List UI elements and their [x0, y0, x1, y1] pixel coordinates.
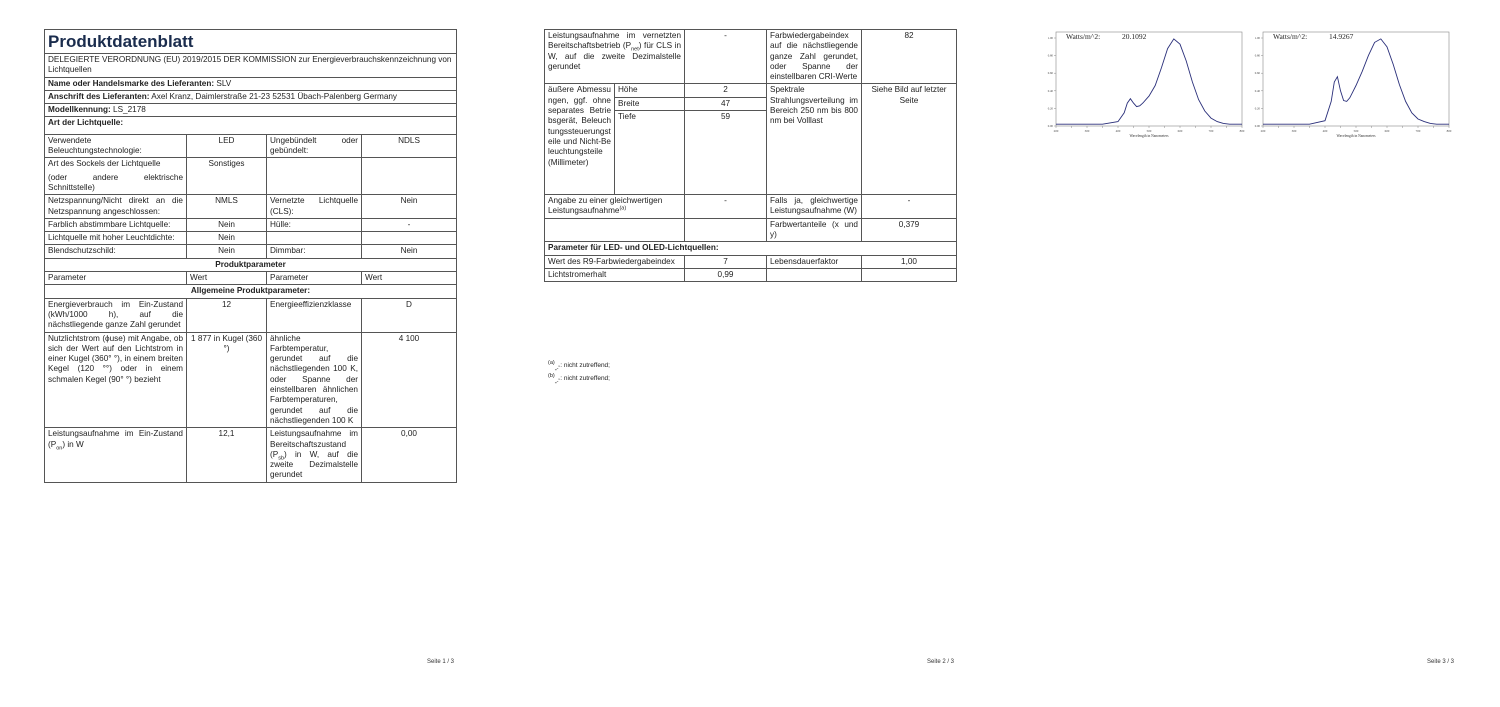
- left-x-tick-label: 500: [1146, 129, 1152, 133]
- equivpower-value: -: [862, 195, 957, 219]
- right-x-tick-label: 400: [1322, 129, 1328, 133]
- bundled-label: Ungebündelt oder gebündelt:: [267, 134, 362, 158]
- chroma-row: [545, 218, 957, 242]
- technology-row: [45, 134, 457, 158]
- left-x-tick-label: 800: [1239, 129, 1245, 133]
- left-x-tick-label: 700: [1208, 129, 1214, 133]
- right-x-tick-label: 500: [1353, 129, 1359, 133]
- dim-depth-label: Tiefe: [615, 111, 685, 195]
- source-type-heading: Art der Lichtquelle:: [45, 117, 457, 134]
- r9-row: [545, 255, 957, 268]
- cls-label: Vernetzte Lichtquelle (CLS):: [267, 195, 362, 219]
- flux-label: Nutzlichtstrom (ϕuse) mit Angabe, ob sich der Wert auf den Lichtstrom in einer Kugel (360° °), in einem breiten Kegel (120 °°) oder in einem schmalen Kegel (90° °) bezieht: [45, 332, 187, 428]
- power-row: [45, 428, 457, 482]
- cls-value: Nein: [362, 195, 457, 219]
- psb-label: Leistungsaufnahme im Bereitschaftszustand $(P_{sb})$ in W, auf die zweite Dezimalstelle gerundet: [267, 428, 362, 482]
- antiglare-value: Nein: [187, 245, 267, 258]
- dim-height-label: Höhe: [615, 84, 685, 97]
- chart-left-label: Watts/m^2:: [1066, 32, 1101, 41]
- flux-row: [45, 332, 457, 428]
- chart-right-value: 14.9267: [1329, 32, 1354, 41]
- right-y-tick-label: 0.20: [1254, 106, 1260, 111]
- socket-row: [45, 158, 457, 195]
- product-sheet-table-2: [544, 29, 957, 282]
- right-y-tick-label: 0.80: [1254, 53, 1260, 58]
- page-number-1: Seite 1 / 3: [427, 659, 455, 665]
- cri-value: 82: [862, 30, 957, 84]
- left-y-tick-label: 0.40: [1047, 88, 1053, 93]
- dim-height-value: 2: [685, 84, 767, 97]
- model-row: [45, 104, 457, 117]
- dim-width-label: Breite: [615, 97, 685, 110]
- source-type-heading-row: [45, 117, 457, 134]
- bundled-value: NDLS: [362, 134, 457, 158]
- maintenance-row: [545, 268, 957, 281]
- spectrum-chart-right: [1249, 30, 1453, 138]
- spectrum-chart-left: [1042, 30, 1246, 138]
- page-2: [500, 0, 1000, 707]
- colortune-row: [45, 218, 457, 231]
- pnet-label: Leistungsaufnahme im vernetzten Bereitschaftsbetrieb $(P_{net})$ für CLS in W, auf die zweite Dezimalstelle gerundet: [545, 30, 685, 84]
- socket-value: Sonstiges: [187, 158, 267, 195]
- model-value: LS_2178: [113, 105, 146, 115]
- regulation-row: [45, 54, 457, 78]
- spectrum-value: Siehe Bild auf letzter Seite: [862, 84, 957, 195]
- highlum-value: Nein: [187, 232, 267, 245]
- left-x-tick-label: 200: [1053, 129, 1059, 133]
- page-number-2: Seite 2 / 3: [927, 659, 955, 665]
- dim-depth-value: 59: [685, 111, 767, 195]
- left-spectrum-line: [1056, 39, 1242, 124]
- title-row: [45, 30, 457, 54]
- pon-value: 12,1: [187, 428, 267, 482]
- left-plot-frame: [1056, 32, 1242, 126]
- right-x-tick-label: 200: [1260, 129, 1266, 133]
- mains-value: NMLS: [187, 195, 267, 219]
- psb-value: 0,00: [362, 428, 457, 482]
- left-x-tick-label: 300: [1084, 129, 1090, 133]
- supplier-value: SLV: [216, 78, 232, 88]
- col-header-value-2: Wert: [362, 272, 457, 285]
- product-params-heading: Produktparameter: [45, 258, 457, 271]
- address-value: Axel Kranz, Daimlerstraße 21-23 52531 Übach-Palenberg Germany: [151, 91, 398, 101]
- dimmable-label: Dimmbar:: [267, 245, 362, 258]
- left-y-tick-label: 0.60: [1047, 71, 1053, 76]
- socket-label-line2: (oder andere elektrische Schnittstelle): [48, 172, 183, 192]
- mains-row: [45, 195, 457, 219]
- r9-value: 7: [685, 255, 767, 268]
- envelope-value: -: [362, 218, 457, 231]
- lifetime-value: 1,00: [862, 255, 957, 268]
- col-header-param-2: Parameter: [267, 272, 362, 285]
- general-params-heading-row: [45, 285, 457, 298]
- energy-value: 12: [187, 298, 267, 332]
- dim-width-value: 47: [685, 97, 767, 110]
- address-label: Anschrift des Lieferanten:: [48, 91, 150, 101]
- left-x-tick-label: 600: [1177, 129, 1183, 133]
- antiglare-label: Blendschutzschild:: [45, 245, 187, 258]
- address-row: [45, 90, 457, 103]
- efficiency-class-label: Energieeffizienzklasse: [267, 298, 362, 332]
- colortune-value: Nein: [187, 218, 267, 231]
- equiv-label: Angabe zu einer gleichwertigen Leistungsaufnahme$^{(a)}$: [545, 195, 685, 219]
- left-y-tick-label: 0.80: [1047, 53, 1053, 58]
- col-header-value-1: Wert: [187, 272, 267, 285]
- supplier-row: [45, 77, 457, 90]
- led-heading-row: [545, 242, 957, 255]
- flux-value: 1 877 in Kugel (360 °): [187, 332, 267, 428]
- spectrum-chart-left-svg: [1042, 30, 1246, 138]
- page-1: [0, 0, 500, 707]
- left-x-tick-label: 400: [1115, 129, 1121, 133]
- lifetime-label: Lebensdauerfaktor: [767, 255, 862, 268]
- right-y-tick-label: 0.00: [1254, 124, 1260, 128]
- efficiency-class-value: D: [362, 298, 457, 332]
- right-x-tick-label: 300: [1291, 129, 1297, 133]
- energy-row: [45, 298, 457, 332]
- left-y-tick-label: 0.00: [1047, 124, 1053, 128]
- led-heading: Parameter für LED- und OLED-Lichtquellen:: [545, 242, 957, 255]
- general-params-heading: Allgemeine Produktparameter:: [45, 285, 457, 298]
- technology-value: LED: [187, 134, 267, 158]
- right-x-tick-label: 800: [1446, 129, 1452, 133]
- regulation-text: DELEGIERTE VERORDNUNG (EU) 2019/2015 DER KOMMISSION zur Energieverbrauchskennzeichnung von Lichtquellen: [45, 54, 457, 78]
- right-x-tick-label: 700: [1415, 129, 1421, 133]
- socket-label-line1: Art des Sockels der Lichtquelle: [48, 159, 161, 169]
- chroma-value: 0,379: [862, 218, 957, 242]
- left-x-axis-label: Wavelength in Nanometers: [1129, 134, 1169, 138]
- model-label: Modellkennung:: [48, 105, 111, 115]
- page-3: [1000, 0, 1500, 707]
- spectrum-label: Spektrale Strahlungsverteilung im Bereich 250 nm bis 800 nm bei Volllast: [767, 84, 862, 195]
- document-title: Produktdatenblatt: [45, 30, 457, 54]
- col-header-param-1: Parameter: [45, 272, 187, 285]
- mains-label: Netzspannung/Nicht direkt an die Netzspannung angeschlossen:: [45, 195, 187, 219]
- spectrum-chart-right-svg: [1249, 30, 1453, 138]
- footnote-b: $^{(b)}_{„-“}$: nicht zutreffend;: [548, 372, 610, 385]
- right-spectrum-line: [1263, 39, 1449, 124]
- product-sheet-table-1: [44, 29, 457, 483]
- right-y-tick-label: 0.40: [1254, 88, 1260, 93]
- equiv-row: [545, 195, 957, 219]
- chart-left-value: 20.1092: [1122, 32, 1147, 41]
- right-x-axis-label: Wavelength in Nanometers: [1336, 134, 1376, 138]
- right-plot-frame: [1263, 32, 1449, 126]
- page-number-3: Seite 3 / 3: [1427, 659, 1455, 665]
- right-x-tick-label: 600: [1384, 129, 1390, 133]
- r9-label: Wert des R9-Farbwiedergabeindex: [545, 255, 685, 268]
- pnet-value: -: [685, 30, 767, 84]
- dims-label: äußere Abmessungen, ggf. ohne separates Betriebsgerät, Beleuchtungssteuerungsteile und Nicht-Beleuchtungsteile (Millimeter): [545, 84, 615, 195]
- left-y-tick-label: 1.00: [1047, 36, 1053, 40]
- footnote-a: $^{(a)}_{„-“}$: nicht zutreffend;: [548, 359, 610, 372]
- highlum-row: [45, 232, 457, 245]
- left-y-tick-label: 0.20: [1047, 106, 1053, 111]
- right-y-tick-label: 1.00: [1254, 36, 1260, 40]
- chroma-label: Farbwertanteile (x und y): [767, 218, 862, 242]
- product-params-heading-row: [45, 258, 457, 271]
- right-y-tick-label: 0.60: [1254, 71, 1260, 76]
- technology-label: Verwendete Beleuchtungstechnologie:: [45, 134, 187, 158]
- maintenance-label: Lichtstromerhalt: [545, 268, 685, 281]
- cri-label: Farbwiedergabeindex auf die nächstliegende ganze Zahl gerundet, oder Spanne der einstellbaren CRI-Werte: [767, 30, 862, 84]
- chart-right-label: Watts/m^2:: [1273, 32, 1308, 41]
- pon-label: Leistungsaufnahme im Ein-Zustand $(P_{on})$ in W: [45, 428, 187, 482]
- antiglare-row: [45, 245, 457, 258]
- highlum-label: Lichtquelle mit hoher Leuchtdichte:: [45, 232, 187, 245]
- energy-label: Energieverbrauch im Ein-Zustand (kWh/1000 h), auf die nächstliegende ganze Zahl gerundet: [45, 298, 187, 332]
- dimmable-value: Nein: [362, 245, 457, 258]
- equiv-value: -: [685, 195, 767, 219]
- equivpower-label: Falls ja, gleichwertige Leistungsaufnahme (W): [767, 195, 862, 219]
- dims-row-1: [545, 84, 957, 97]
- maintenance-value: 0,99: [685, 268, 767, 281]
- colortune-label: Farblich abstimmbare Lichtquelle:: [45, 218, 187, 231]
- cct-value: 4 100: [362, 332, 457, 428]
- cct-label: ähnliche Farbtemperatur, gerundet auf die nächstliegenden 100 K, oder Spanne der einstellbaren ähnlichen Farbtemperaturen, gerundet auf die nächstliegenden 100 K: [267, 332, 362, 428]
- envelope-label: Hülle:: [267, 218, 362, 231]
- pnet-row: [545, 30, 957, 84]
- column-header-row: [45, 272, 457, 285]
- supplier-label: Name oder Handelsmarke des Lieferanten:: [48, 78, 215, 88]
